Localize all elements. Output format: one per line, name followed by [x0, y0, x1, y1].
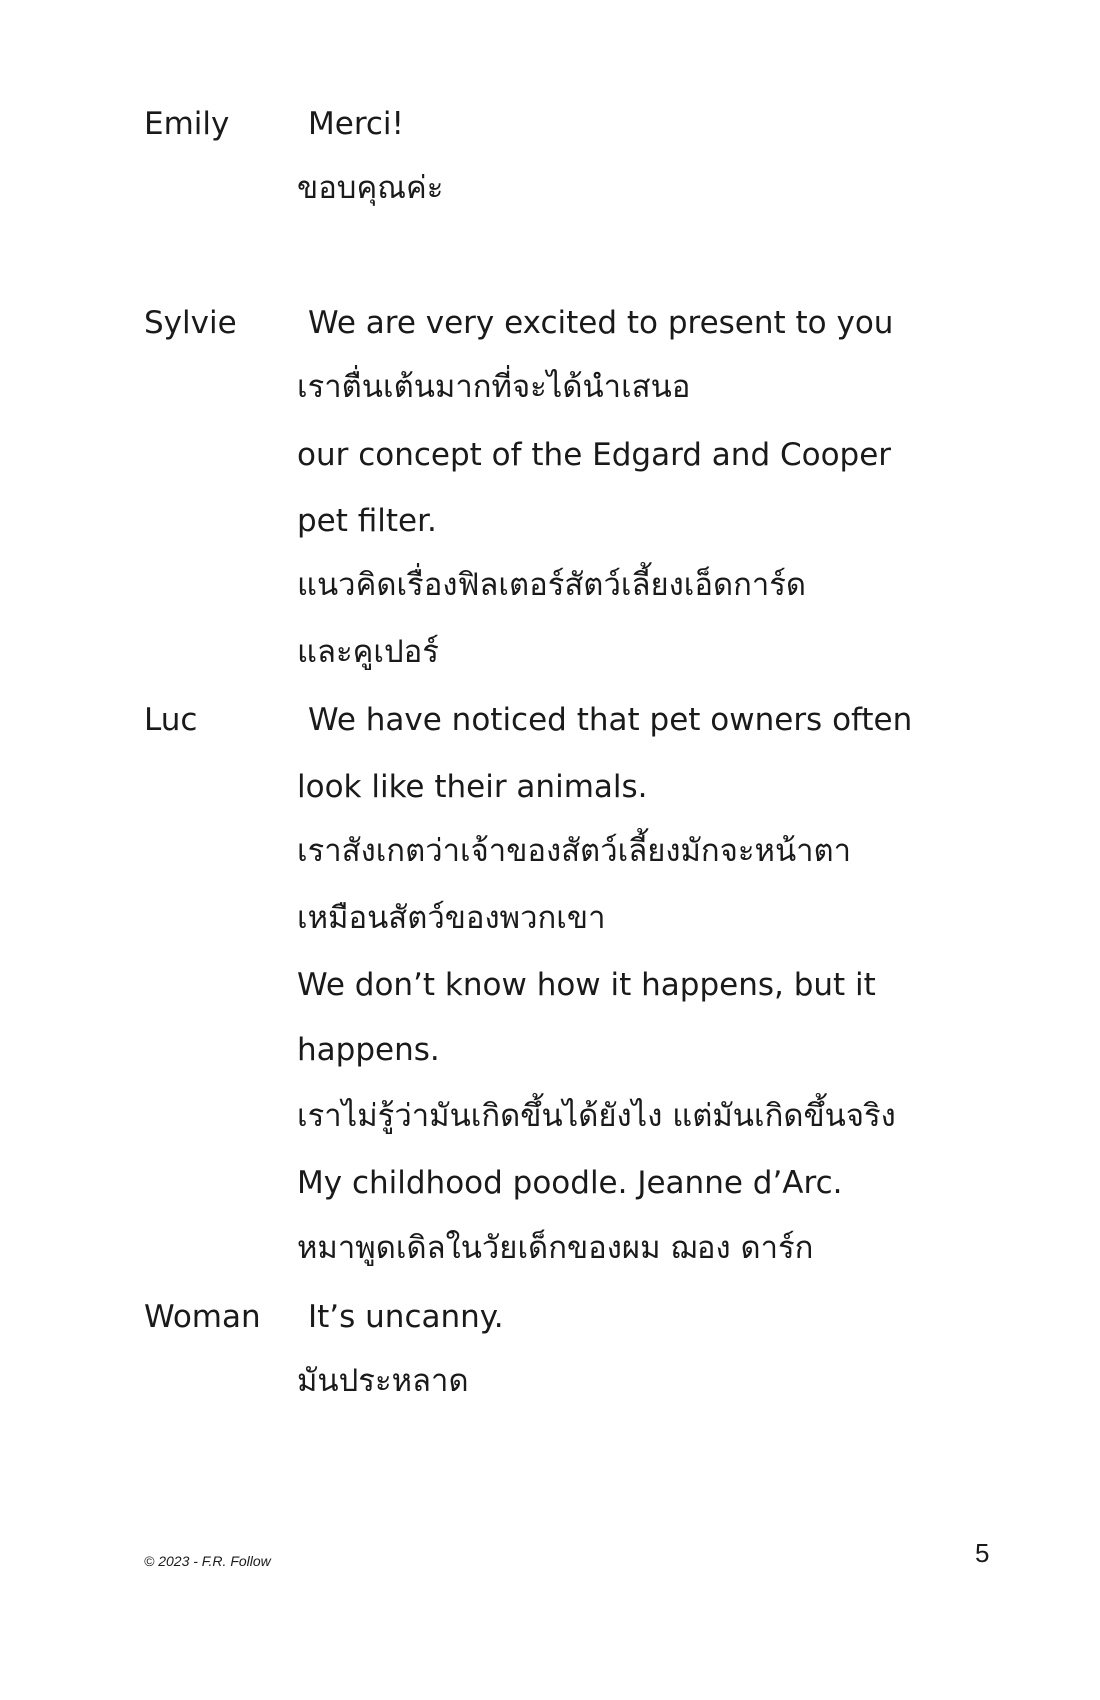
- dialogue-line: pet filter.: [297, 503, 437, 539]
- dialogue-line: We are very excited to present to you: [308, 305, 894, 341]
- speaker-name: Luc: [144, 702, 198, 738]
- dialogue-line: เราไม่รู้ว่ามันเกิดขึ้นได้ยังไง แต่มันเกิดขึ้นจริง: [297, 1098, 896, 1134]
- dialogue-line: เหมือนสัตว์ของพวกเขา: [297, 900, 606, 936]
- dialogue-line: Merci!: [308, 106, 404, 142]
- speaker-name: Emily: [144, 106, 230, 142]
- dialogue-line: look like their animals.: [297, 769, 648, 805]
- dialogue-line: It’s uncanny.: [308, 1299, 504, 1335]
- dialogue-line: และคูเปอร์: [297, 634, 439, 670]
- dialogue-line: เราตื่นเต้นมากที่จะได้นำเสนอ: [297, 369, 691, 405]
- copyright-notice: © 2023 - F.R. Follow: [144, 1553, 271, 1569]
- speaker-name: Sylvie: [144, 305, 237, 341]
- dialogue-line: We have noticed that pet owners often: [308, 702, 913, 738]
- dialogue-line: มันประหลาด: [297, 1363, 469, 1399]
- page-number: 5: [975, 1538, 990, 1568]
- dialogue-line: our concept of the Edgard and Cooper: [297, 437, 892, 473]
- dialogue-line: My childhood poodle. Jeanne d’Arc.: [297, 1165, 843, 1201]
- dialogue-line: หมาพูดเดิลในวัยเด็กของผม ฌอง ดาร์ก: [297, 1230, 814, 1266]
- dialogue-line: We don’t know how it happens, but it: [297, 967, 876, 1003]
- speaker-name: Woman: [144, 1299, 261, 1335]
- dialogue-line: happens.: [297, 1032, 440, 1068]
- dialogue-line: ขอบคุณค่ะ: [297, 170, 444, 206]
- dialogue-line: แนวคิดเรื่องฟิลเตอร์สัตว์เลี้ยงเอ็ดการ์ด: [297, 567, 807, 603]
- dialogue-line: เราสังเกตว่าเจ้าของสัตว์เลี้ยงมักจะหน้าตา: [297, 833, 852, 869]
